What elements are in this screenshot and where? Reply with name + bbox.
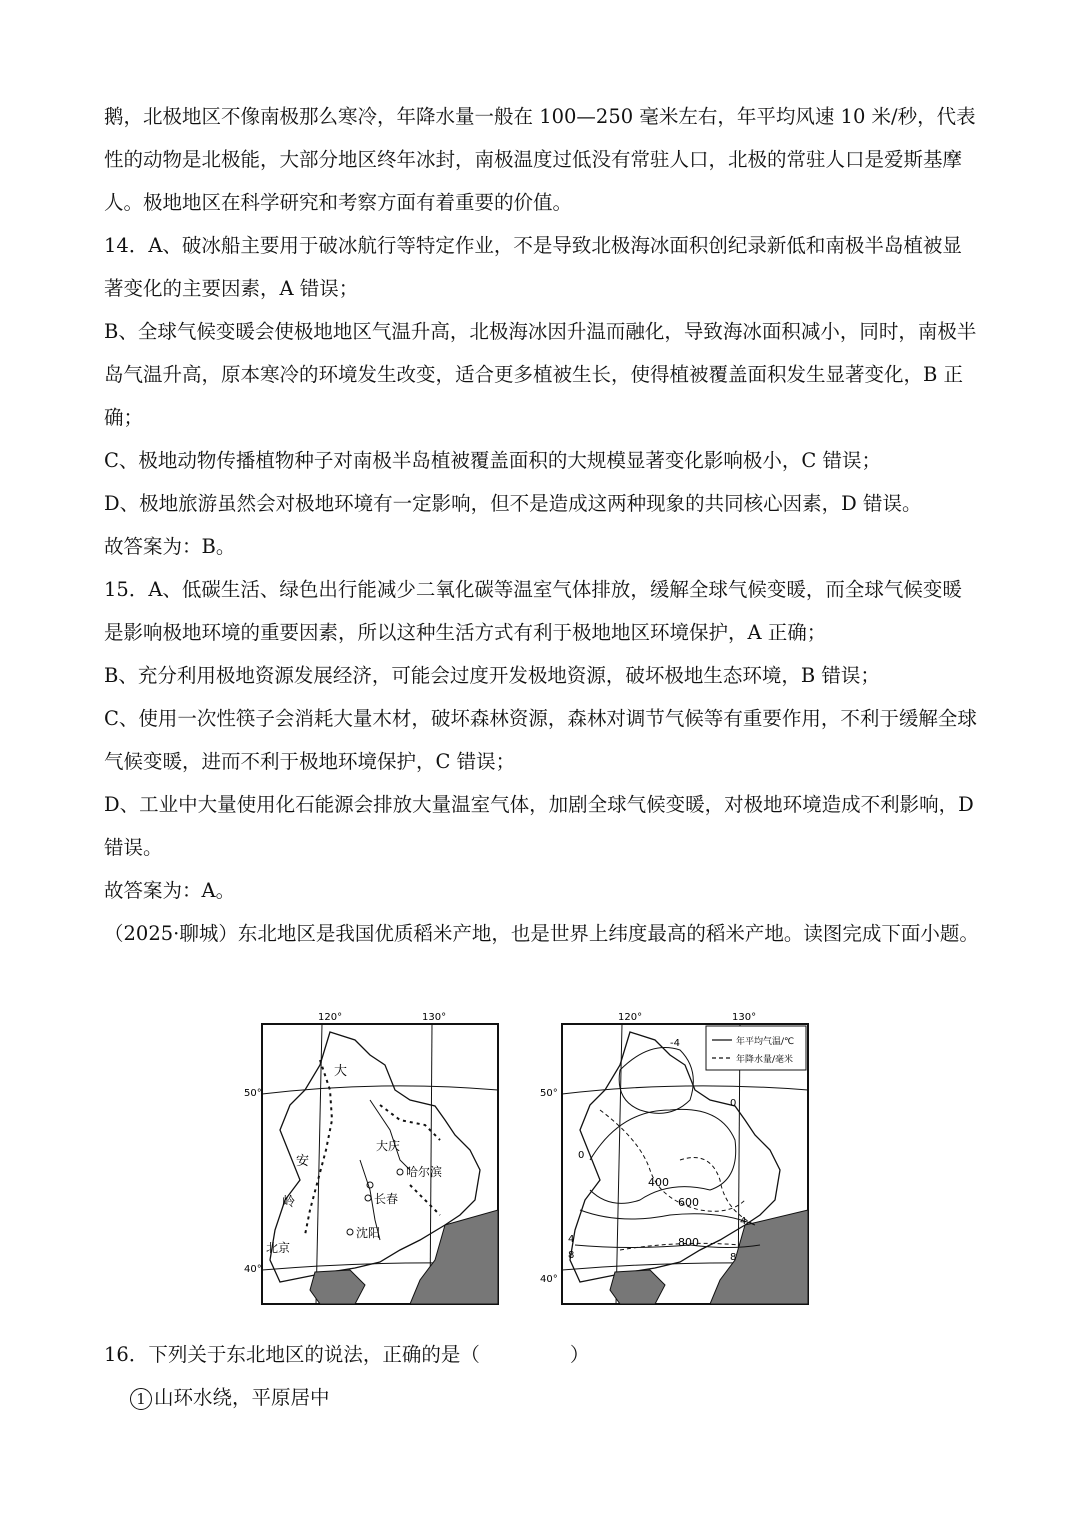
label-shenyang: 沈阳 [356,1226,381,1240]
map-figure [244,1010,820,1310]
paragraph-q15-c: C、使用一次性筷子会消耗大量木材，破坏森林资源，森林对调节气候等有重要作用，不利于缓解全球气候变暖，进而不利于极地环境保护，C 错误； [104,707,977,773]
left-lat-50: 50° [244,1088,262,1099]
answer-q15: 故答案为：A。 [104,879,236,902]
left-lon-120: 120° [318,1012,343,1023]
contour-4: 4 [568,1234,575,1245]
contour-0-east: 0 [730,1098,737,1109]
right-lon-120: 120° [618,1012,643,1023]
paragraph-q14-d: D、极地旅游虽然会对极地环境有一定影响，但不是造成这两种现象的共同核心因素，D 错误。 [104,492,922,515]
right-lat-50: 50° [540,1088,558,1099]
label-beijing: 北京 [266,1241,291,1255]
label-da: 大 [334,1064,348,1079]
contour-400: 400 [648,1176,669,1189]
text-block-upper [104,95,980,955]
option-1 [104,1376,980,1419]
question-stem-end: ） [569,1343,590,1366]
paragraph-liaocheng-intro: （2025·聊城）东北地区是我国优质稻米产地，也是世界上纬度最高的稻米产地。读图完成下面小题。 [104,922,979,945]
right-lat-40: 40° [540,1274,558,1285]
legend-precipitation: 年降水量/毫米 [736,1055,794,1065]
contour-minus4: -4 [670,1038,680,1049]
label-an: 安 [296,1154,310,1169]
label-changchun: 长春 [374,1192,399,1206]
contour-800: 800 [678,1236,699,1249]
climate-map [540,1010,812,1310]
label-daqing: 大庆 [376,1139,401,1153]
contour-8-east: 8 [730,1252,737,1263]
paragraph-q15-a: 15．A、低碳生活、绿色出行能减少二氧化碳等温室气体排放，缓解全球气候变暖，而全球气候变暖是影响极地环境的重要因素，所以这种生活方式有利于极地地区环境保护，A 正确； [104,578,962,644]
option-1-marker: 1 [130,1388,152,1410]
contour-0: 0 [578,1150,585,1161]
left-lon-130: 130° [422,1012,447,1023]
label-harbin: 哈尔滨 [406,1165,443,1179]
contour-4-east: 4 [740,1216,747,1227]
paragraph-intro: 鹅，北极地区不像南极那么寒冷，年降水量一般在 100—250 毫米左右，年平均风速 10 米/秒，代表性的动物是北极能，大部分地区终年冰封，南极温度过低没有常驻人口，北极的常驻人口是爱斯基摩人。极地地区在科学研究和考察方面有着重要的价值。 [104,105,976,214]
option-1-text: 山环水绕，平原居中 [154,1386,330,1409]
paragraph-q14-a: 14．A、破冰船主要用于破冰航行等特定作业，不是导致北极海冰面积创纪录新低和南极半岛植被显著变化的主要因素，A 错误； [104,234,962,300]
left-lat-40: 40° [244,1264,262,1275]
paragraph-q14-b: B、全球气候变暖会使极地地区气温升高，北极海冰因升温而融化，导致海冰面积减小，同时，南极半岛气温升高，原本寒冷的环境发生改变，适合更多植被生长，使得植被覆盖面积发生显著变化，B 正确； [104,320,977,429]
terrain-map [244,1010,512,1310]
right-lon-130: 130° [732,1012,757,1023]
question-stem-text: 16．下列关于东北地区的说法，正确的是（ [104,1343,480,1366]
paragraph-q15-d: D、工业中大量使用化石能源会排放大量温室气体，加剧全球气候变暖，对极地环境造成不利影响，D 错误。 [104,793,974,859]
legend-temperature: 年平均气温/℃ [736,1037,795,1047]
answer-q14: 故答案为：B。 [104,535,236,558]
contour-600: 600 [678,1196,699,1209]
paragraph-q15-b: B、充分利用极地资源发展经济，可能会过度开发极地资源，破坏极地生态环境，B 错误； [104,664,880,687]
question-stem [104,1333,980,1376]
label-ling: 岭 [282,1195,296,1210]
paragraph-q14-c: C、极地动物传播植物种子对南极半岛植被覆盖面积的大规模显著变化影响极小，C 错误； [104,449,882,472]
question-16 [104,1333,980,1419]
contour-8: 8 [568,1250,575,1261]
